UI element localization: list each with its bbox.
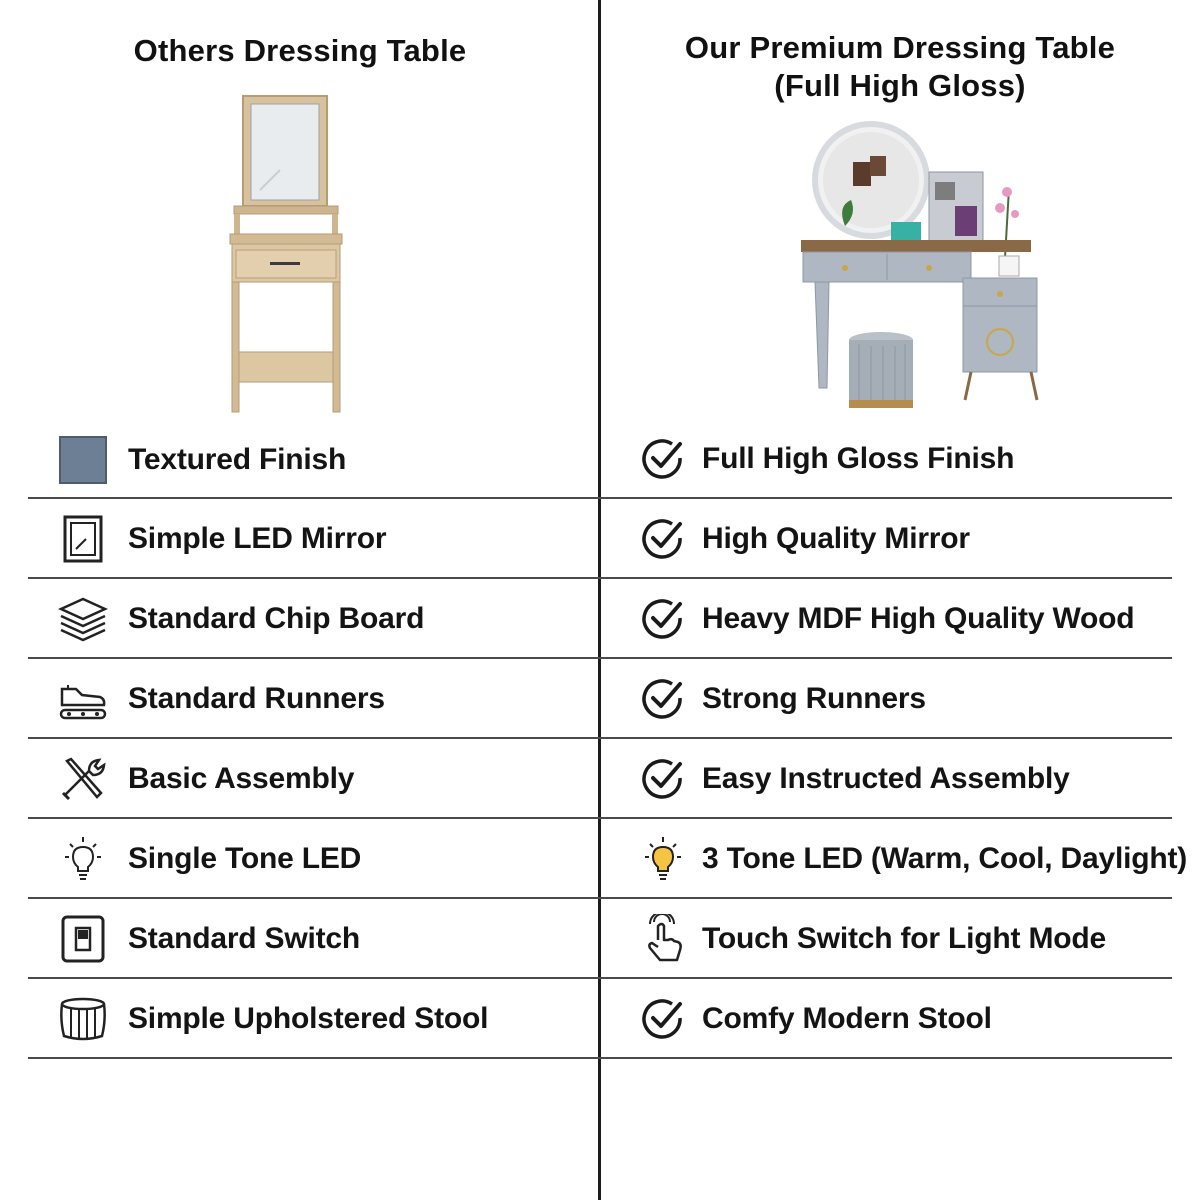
mirror-icon <box>58 514 108 564</box>
left-feature-row <box>58 899 578 979</box>
check-circle-icon <box>638 434 688 484</box>
texture-swatch-icon <box>58 435 108 485</box>
tools-icon <box>58 754 108 804</box>
left-feature-row <box>58 819 578 899</box>
right-column-title <box>630 29 1170 105</box>
glowing-bulb-icon <box>638 834 688 884</box>
left-feature-row <box>58 979 578 1059</box>
right-feature-row <box>638 899 1198 979</box>
check-circle-icon <box>638 674 688 724</box>
touch-hand-icon <box>638 914 688 964</box>
left-feature-label: Standard Runners <box>128 682 385 715</box>
stool-icon <box>58 994 108 1044</box>
right-title-line1: Our Premium Dressing Table <box>684 30 1116 65</box>
check-circle-icon <box>638 594 688 644</box>
basic-dressing-table-image <box>220 90 350 420</box>
layered-board-icon <box>58 594 108 644</box>
check-circle-icon <box>638 514 688 564</box>
right-title-line2: (Full High Gloss) <box>774 68 1026 103</box>
right-feature-row <box>638 419 1198 499</box>
left-feature-label: Simple LED Mirror <box>128 522 387 555</box>
left-feature-row <box>58 499 578 579</box>
right-feature-row <box>638 739 1198 819</box>
check-circle-icon <box>638 754 688 804</box>
right-feature-row <box>638 659 1198 739</box>
right-feature-row <box>638 499 1198 579</box>
right-feature-row <box>638 979 1198 1059</box>
switch-icon <box>58 914 108 964</box>
left-feature-row <box>58 659 578 739</box>
runner-slide-icon <box>58 674 108 724</box>
check-circle-icon <box>638 994 688 1044</box>
left-feature-row <box>58 739 578 819</box>
left-feature-label: Simple Upholstered Stool <box>128 1002 489 1035</box>
left-feature-row <box>58 420 578 500</box>
right-feature-label: 3 Tone LED (Warm, Cool, Daylight) <box>702 842 1188 875</box>
right-feature-label: Full High Gloss Finish <box>702 442 1015 475</box>
left-column-title: Others Dressing Table <box>133 33 467 68</box>
right-feature-label: Easy Instructed Assembly <box>702 762 1070 795</box>
right-feature-row <box>638 819 1198 899</box>
light-bulb-icon <box>58 834 108 884</box>
left-feature-label: Standard Switch <box>128 922 361 955</box>
right-feature-label: Strong Runners <box>702 682 926 715</box>
right-feature-label: Touch Switch for Light Mode <box>702 922 1106 955</box>
left-feature-label: Standard Chip Board <box>128 602 425 635</box>
right-feature-label: Heavy MDF High Quality Wood <box>702 602 1135 635</box>
right-feature-label: High Quality Mirror <box>702 522 970 555</box>
premium-dressing-table-image <box>795 118 1045 428</box>
right-feature-row <box>638 579 1198 659</box>
left-feature-row <box>58 579 578 659</box>
left-feature-label: Textured Finish <box>128 443 347 476</box>
left-feature-label: Basic Assembly <box>128 762 355 795</box>
center-divider <box>598 0 601 1200</box>
right-feature-label: Comfy Modern Stool <box>702 1002 992 1035</box>
left-feature-label: Single Tone LED <box>128 842 362 875</box>
